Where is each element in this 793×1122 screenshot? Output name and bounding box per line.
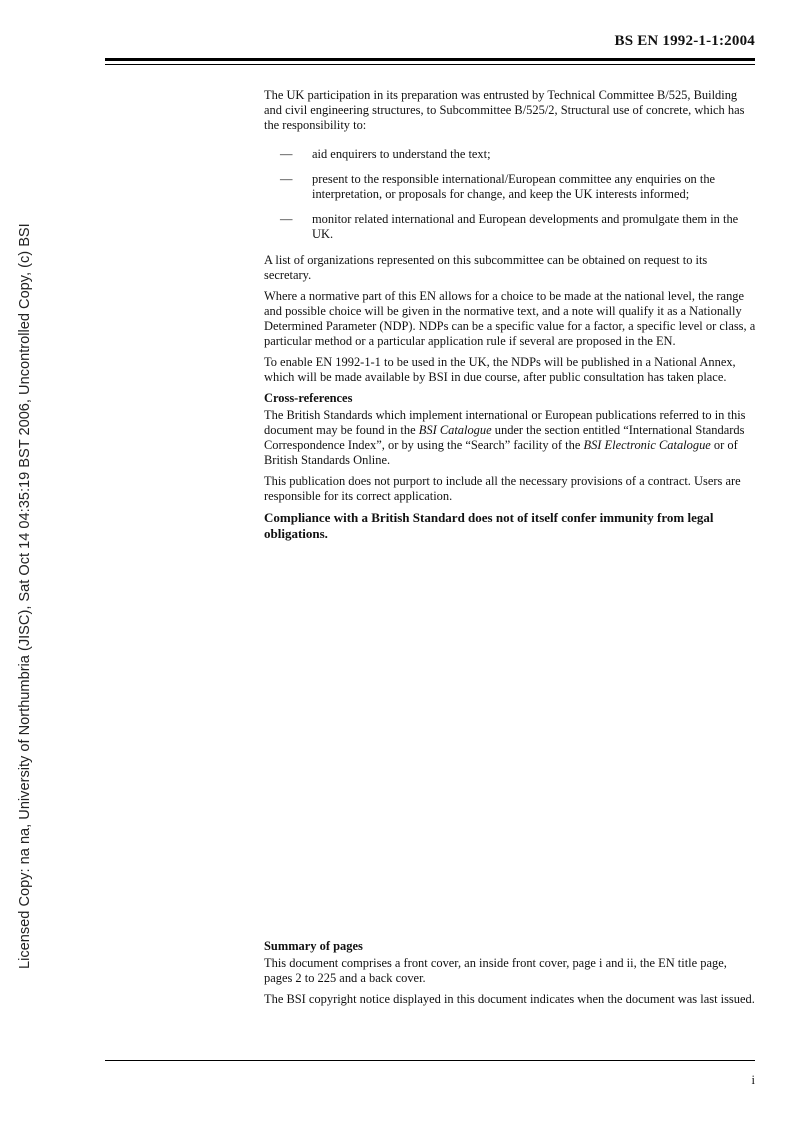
list-item-text: present to the responsible international/European committee any enquiries on the interpretation, or proposals for change, and keep the UK interests informed; bbox=[312, 172, 716, 201]
list-item-text: aid enquirers to understand the text; bbox=[312, 147, 491, 161]
summary-copyright-paragraph: The BSI copyright notice displayed in this document indicates when the document was last issued. bbox=[264, 992, 755, 1006]
dash-bullet: — bbox=[280, 172, 293, 186]
summary-of-pages bbox=[264, 937, 756, 1013]
compliance-statement: Compliance with a British Standard does not of itself confer immunity from legal obligations. bbox=[264, 510, 714, 541]
dash-bullet: — bbox=[280, 212, 293, 226]
national-annex-paragraph: To enable EN 1992-1-1 to be used in the UK, the NDPs will be published in a National Annex, which will be made available by BSI in due course, after public consultation has taken place. bbox=[264, 355, 736, 384]
ndp-paragraph: Where a normative part of this EN allows for a choice to be made at the national level, the range and possible choice will be given in the normative text, and a note will qualify it as a Nationally Determined Parameter (NDP). NDPs can be a specific value for a factor, a specific level or class, a particular method or a particular application rule if several are proposed in the EN. bbox=[264, 289, 756, 348]
contract-paragraph: This publication does not purport to include all the necessary provisions of a contract. Users are responsible for its correct application. bbox=[264, 474, 741, 503]
header-rule-thin bbox=[105, 64, 755, 65]
cross-references-heading: Cross-references bbox=[264, 391, 353, 405]
summary-pages-paragraph: This document comprises a front cover, an inside front cover, page i and ii, the EN title page, pages 2 to 225 and a back cover. bbox=[264, 956, 727, 985]
dash-bullet: — bbox=[280, 147, 293, 161]
list-item bbox=[264, 212, 756, 242]
main-content bbox=[264, 88, 756, 548]
cross-ref-text-2: under the section entitled “International Standards Correspondence Index”, or by using the “Search” facility of the bbox=[264, 423, 745, 452]
list-item bbox=[264, 172, 756, 202]
cross-ref-text-3: or of British Standards Online. bbox=[264, 438, 738, 467]
intro-paragraph: The UK participation in its preparation was entrusted by Technical Committee B/525, Building and civil engineering structures, to Subcommittee B/525/2, Structural use of concrete, which has the responsibility to: bbox=[264, 88, 745, 132]
summary-heading: Summary of pages bbox=[264, 939, 363, 953]
cross-ref-text-1: The British Standards which implement international or European publications referred to in this document may be found in the bbox=[264, 408, 746, 437]
list-item bbox=[264, 147, 756, 162]
page-number: i bbox=[751, 1073, 755, 1087]
organizations-paragraph: A list of organizations represented on this subcommittee can be obtained on request to its secretary. bbox=[264, 253, 708, 282]
list-item-text: monitor related international and European developments and promulgate them in the UK. bbox=[312, 212, 739, 241]
header-rule-thick bbox=[105, 58, 755, 61]
footer-rule bbox=[105, 1060, 755, 1061]
cross-references-paragraph bbox=[264, 408, 756, 468]
document-id: BS EN 1992-1-1:2004 bbox=[614, 33, 755, 49]
bsi-catalogue-title: BSI Catalogue bbox=[418, 423, 492, 437]
bsi-electronic-catalogue-title: BSI Electronic Catalogue bbox=[583, 438, 711, 452]
responsibility-list bbox=[264, 147, 756, 242]
license-notice: Licensed Copy: na na, University of Northumbria (JISC), Sat Oct 14 04:35:19 BST 2006, Uncontrolled Copy, (c) BSI bbox=[17, 223, 33, 969]
